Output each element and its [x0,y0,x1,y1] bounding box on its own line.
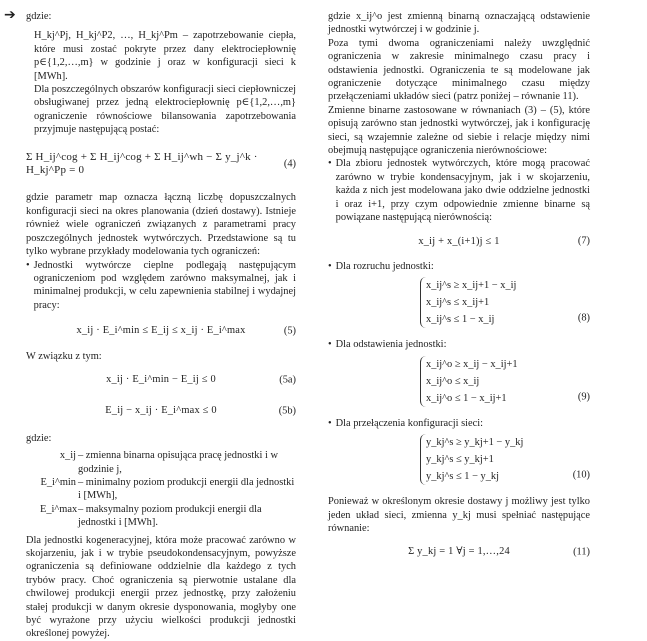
equation-9-line: x_ij^o ≤ x_ij [426,375,480,387]
equation-5a [26,373,296,386]
paragraph-cogeneration: Dla jednostki kogeneracyjnej, która może pracować zarówno w skojarzeniu, jak i w trybie pseudokondensacyjnym, powyższe ograniczenia są definiowane oddzielnie dla każdego z tych trybów pracy. Choć ograniczenia są pierwotnie ustalane dla chwilowej produkcji energii przez jednostkę, przy założeniu stałej produkcji w danym okresie dysponowania, mogłyby one być wyrażone przy użyciu wielkości produkcji jednostki określonej powyżej. [26,534,296,640]
equation-11-body: Σ y_kj = 1 ∀j = 1,…,24 [408,546,510,558]
equation-10-number: (10) [572,469,590,481]
equation-8 [328,277,590,328]
paragraph-shutdown-var: gdzie x_ij^o jest zmienną binarną oznaczającą odstawienie jednostki wytwórczej i w godzinie j. [328,11,590,36]
equation-9-line: x_ij^o ≤ 1 − x_ij+1 [426,392,507,404]
bullet-condensing-units [328,157,590,224]
definition-desc: – maksymalny poziom produkcji energii dla jednostki i [MWh]. [78,503,262,529]
definition-list [40,449,296,529]
paragraph-single-network: Ponieważ w określonym okresie dostawy j możliwy jest tylko jeden układ sieci, zmienna y_kj musi spełniać następujące równanie: [328,496,590,534]
equation-8-system [420,277,516,328]
equation-4-number: (4) [283,158,296,170]
paragraph-min-time: Poza tymi dwoma ograniczeniami należy uwzględnić ograniczenia w zakresie minimalnego czasu pracy i odstawienia jednostki. Ograniczenia te są modelowane jak ograniczenie dotyczące minimalnego czasu między przełączeniami układów sieci (patrz poniżej – równanie 11). [328,37,590,103]
equation-9-number: (9) [577,390,590,402]
equation-5b-number: (5b) [278,405,296,417]
equation-5a-number: (5a) [279,373,296,385]
bullet-shutdown-text: Dla odstawienia jednostki: [335,339,447,351]
label-gdzie: gdzie: [26,11,52,22]
equation-4-body: Σ H_ij^cog + Σ H_ij^cog + Σ H_ij^wh − Σ y_j^k · H_kj^Pp = 0 [26,150,258,177]
label-gdzie-2: gdzie: [26,432,52,444]
equation-11-number: (11) [573,546,590,558]
equation-10-line: y_kj^s ≥ y_kj+1 − y_kj [426,437,524,449]
definition-desc: – minimalny poziom produkcji energii dla jednostki i [MWh], [78,476,295,502]
paragraph-map-parameter: gdzie parametr map oznacza łączną liczbę dopuszczalnych konfiguracji sieci na okres planowania (dzień dostawy). Istnieje również wiele ograniczeń związanych z parametrami pracy poszczególnych jednostek wytwórczych. Przedstawione są tu tylko wybrane przykłady modelowania tych ograniczeń: [26,192,296,258]
paragraph-binary-vars: Zmienne binarne zastosowane w równaniach (3) – (5), które opisują zarówno stan jednostki wytwórczej, jak i konfigurację sieci, są wzajemnie zależne od siebie i relacje między nimi obejmują następujące ograniczenia nierównościowe: [328,104,590,157]
bullet-dot: • [328,417,332,429]
equation-5-body: x_ij · E_i^min ≤ E_ij ≤ x_ij · E_i^max [76,325,246,337]
equation-8-line: x_ij^s ≤ 1 − x_ij [426,314,495,326]
equation-9 [328,356,590,407]
equation-5b [26,404,296,417]
label-w-zwiazku: W związku z tym: [26,350,102,362]
equation-8-number: (8) [577,312,590,324]
definition-term: E_i^max [40,503,78,515]
arrow-right-icon: ➔ [4,7,16,23]
definition-desc: – zmienna binarna opisująca pracę jednostki i w godzinie j, [78,450,278,475]
bullet-dot: • [328,158,332,170]
bullet-startup-text: Dla rozruchu jednostki: [335,260,434,272]
equation-10-line: y_kj^s ≤ 1 − y_kj [426,471,500,483]
heat-demand-definition: H_kj^Pj, H_kj^P2, …, H_kj^Pm – zapotrzebowanie ciepła, które musi zostać pokryte przez dany elektrociepłownię p∈{1,2,…,m} w godzinie j oraz w konfiguracji sieci k [MWh]. [34,30,296,82]
bullet-network-switch [328,417,590,430]
bullet-condensing-units-text: Dla zbioru jednostek wytwórczych, które mogą pracować zarówno w trybie kondensacyjnym, jak i w skojarzeniu, każda z nich jest modelowana jako dwie oddzielne jednostki i oraz i+1, przy czym odpowiednie zmienne binarne są powiązane następującą nierównością: [335,158,590,224]
equation-11 [328,545,590,558]
equation-5-number: (5) [283,325,296,337]
equation-8-line: x_ij^s ≥ x_ij+1 − x_ij [426,280,517,292]
equation-10 [328,434,590,485]
right-column [328,10,590,559]
equation-10-system [420,434,523,485]
equation-9-system [420,356,518,407]
definition-row [40,503,296,530]
bullet-network-switch-text: Dla przełączenia konfiguracji sieci: [335,417,484,429]
definition-row [40,449,296,476]
equation-10-line: y_kj^s ≤ y_kj+1 [426,454,494,466]
paragraph-network-areas: Dla poszczególnych obszarów konfiguracji sieci ciepłowniczej obsługiwanej przez jedną elektrociepłownię p∈{1,2,…,m} ograniczenie równościowe bilansowania zapotrzebowania przyjmuje następującą postać: [34,84,296,136]
definition-term: x_ij [59,450,76,462]
bullet-dot: • [26,259,30,271]
definition-row [40,476,296,503]
bullet-shutdown [328,338,590,351]
equation-8-line: x_ij^s ≤ x_ij+1 [426,297,490,309]
equation-7 [328,235,590,248]
equation-9-line: x_ij^o ≥ x_ij − x_ij+1 [426,358,518,370]
bullet-startup [328,260,590,273]
equation-4 [26,151,296,178]
equation-7-body: x_ij + x_(i+1)j ≤ 1 [418,235,500,247]
bullet-dot: • [328,339,332,351]
bullet-thermal-units [26,259,296,313]
bullet-dot: • [328,260,332,272]
equation-5 [26,324,296,337]
equation-5b-body: E_ij − x_ij · E_i^max ≤ 0 [105,405,217,417]
definition-term: E_i^min [40,476,76,488]
bullet-thermal-units-text: Jednostki wytwórcze cieplne podlegają następującym ograniczeniom pod względem zarówno maksymalnej, jak i minimalnej produkcji, w celu zapewnienia stabilnej i wydajnej pracy: [33,259,296,311]
equation-7-number: (7) [577,235,590,247]
equation-5a-body: x_ij · E_i^min − E_ij ≤ 0 [106,373,216,385]
left-column [26,10,296,641]
